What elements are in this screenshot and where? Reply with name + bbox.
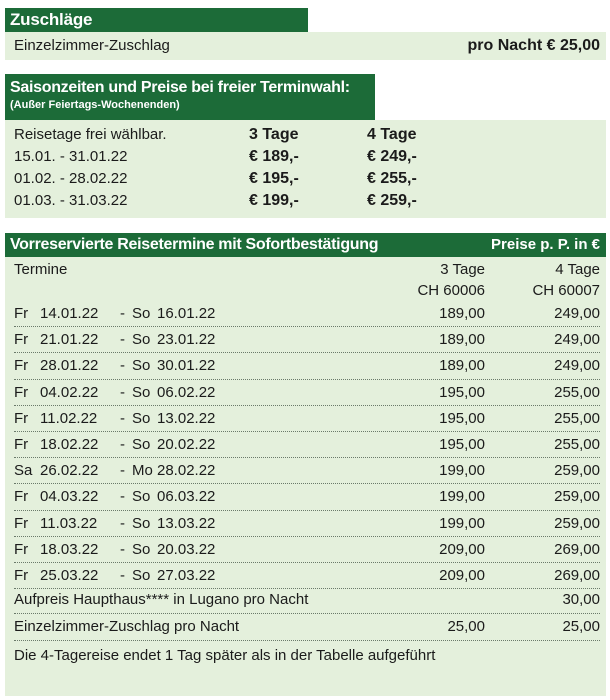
table-row [14, 380, 600, 406]
saison-subtitle: (Außer Feiertags-Wochenenden) [10, 99, 180, 111]
zuschlaege-title: Zuschläge [5, 8, 308, 32]
saison-price-3: € 189,- [249, 148, 299, 165]
date-sep: - [120, 540, 125, 558]
saison-row [5, 192, 606, 212]
saison-section [5, 74, 606, 218]
date-start: 18.03.22 [40, 540, 99, 558]
table-row [14, 353, 600, 379]
saison-price-3: € 195,- [249, 170, 299, 187]
ezz-p4: 25,00 [562, 618, 600, 635]
vorres-panel [5, 257, 606, 696]
weekday-end: So [132, 409, 151, 427]
saison-price-4: € 255,- [367, 170, 417, 187]
date-end: 13.03.22 [157, 514, 216, 532]
weekday-end: So [132, 567, 151, 584]
termine-label: Termine [14, 261, 68, 278]
date-sep: - [120, 514, 125, 532]
table-row [14, 563, 600, 589]
saison-price-4: € 259,- [367, 192, 417, 209]
weekday-start: Fr [14, 409, 29, 427]
date-sep: - [120, 383, 125, 401]
price-3-tage: 209,00 [439, 540, 485, 558]
price-3-tage: 195,00 [439, 409, 485, 427]
date-end: 13.02.22 [157, 409, 216, 427]
date-start: 04.03.22 [40, 488, 99, 506]
date-end: 06.02.22 [157, 383, 216, 401]
table-row [14, 406, 600, 432]
date-sep: - [120, 357, 125, 375]
weekday-start: Fr [14, 567, 29, 584]
weekday-end: So [132, 488, 151, 506]
date-end: 27.03.22 [157, 567, 216, 584]
date-end: 20.02.22 [157, 436, 216, 453]
weekday-end: So [132, 514, 151, 532]
footnote-text: Die 4-Tagereise endet 1 Tag später als in der Tabelle aufgeführt [14, 647, 436, 664]
saison-price-3: € 199,- [249, 192, 299, 209]
price-4-tage: 269,00 [554, 567, 600, 584]
date-sep: - [120, 567, 125, 584]
weekday-end: So [132, 357, 151, 375]
saison-range: 15.01. - 31.01.22 [14, 148, 128, 165]
vorres-col-head [14, 257, 600, 301]
col3-label: 3 Tage [440, 261, 485, 278]
price-4-tage: 249,00 [554, 357, 600, 375]
date-start: 11.03.22 [40, 514, 98, 532]
price-3-tage: 189,00 [439, 357, 485, 375]
einzelzimmer-label: Einzelzimmer-Zuschlag [14, 37, 170, 54]
vorres-title-right: Preise p. P. in € [491, 236, 600, 253]
col4-label: 4 Tage [555, 261, 600, 278]
date-start: 26.02.22 [40, 462, 99, 480]
saison-row [5, 148, 606, 168]
price-3-tage: 199,00 [439, 488, 485, 506]
saison-row [5, 170, 606, 190]
weekday-end: So [132, 331, 151, 349]
weekday-start: Fr [14, 514, 29, 532]
zuschlaege-panel [5, 32, 606, 60]
date-end: 06.03.22 [157, 488, 216, 506]
table-row [14, 537, 600, 563]
price-4-tage: 249,00 [554, 305, 600, 322]
date-end: 16.01.22 [157, 305, 216, 322]
price-4-tage: 255,00 [554, 436, 600, 453]
price-4-tage: 255,00 [554, 409, 600, 427]
table-row [14, 432, 600, 458]
price-3-tage: 209,00 [439, 567, 485, 584]
zuschlaege-section [5, 8, 606, 60]
vorres-section [5, 233, 606, 696]
saison-title: Saisonzeiten und Preise bei freier Terminwahl: [10, 79, 350, 96]
saison-header-row [5, 126, 606, 146]
date-start: 11.02.22 [40, 409, 98, 427]
price-3-tage: 189,00 [439, 305, 485, 322]
weekday-end: So [132, 383, 151, 401]
ezz-label: Einzelzimmer-Zuschlag pro Nacht [14, 618, 240, 635]
price-4-tage: 259,00 [554, 462, 600, 480]
saison-panel [5, 120, 606, 218]
col3-code: CH 60006 [417, 282, 485, 299]
ezz-p3: 25,00 [447, 618, 485, 635]
weekday-start: Sa [14, 462, 33, 480]
saison-header-col3: 3 Tage [249, 126, 299, 143]
price-3-tage: 199,00 [439, 462, 485, 480]
table-row [14, 301, 600, 327]
weekday-start: Fr [14, 488, 29, 506]
date-sep: - [120, 305, 125, 322]
date-sep: - [120, 409, 125, 427]
price-4-tage: 259,00 [554, 514, 600, 532]
col4-code: CH 60007 [532, 282, 600, 299]
price-4-tage: 249,00 [554, 331, 600, 349]
weekday-start: Fr [14, 357, 29, 375]
weekday-end: So [132, 305, 151, 322]
weekday-end: So [132, 540, 151, 558]
weekday-start: Fr [14, 305, 29, 322]
weekday-start: Fr [14, 436, 29, 453]
table-row [14, 484, 600, 510]
table-row [14, 511, 600, 537]
date-end: 23.01.22 [157, 331, 216, 349]
price-4-tage: 259,00 [554, 488, 600, 506]
vorres-header [5, 233, 606, 257]
aufpreis-row [14, 587, 600, 614]
weekday-start: Fr [14, 383, 29, 401]
price-3-tage: 189,00 [439, 331, 485, 349]
aufpreis-p4: 30,00 [562, 591, 600, 608]
date-sep: - [120, 488, 125, 506]
einzelzimmer-value: pro Nacht € 25,00 [467, 37, 600, 54]
ezz-row [14, 614, 600, 641]
date-start: 04.02.22 [40, 383, 99, 401]
date-end: 28.02.22 [157, 462, 216, 480]
price-4-tage: 269,00 [554, 540, 600, 558]
date-sep: - [120, 331, 125, 349]
date-start: 18.02.22 [40, 436, 99, 453]
date-end: 20.03.22 [157, 540, 216, 558]
saison-range: 01.03. - 31.03.22 [14, 192, 128, 209]
price-3-tage: 195,00 [439, 436, 485, 453]
date-end: 30.01.22 [157, 357, 216, 375]
weekday-start: Fr [14, 331, 29, 349]
table-row [14, 327, 600, 353]
price-3-tage: 195,00 [439, 383, 485, 401]
saison-price-4: € 249,- [367, 148, 417, 165]
date-start: 21.01.22 [40, 331, 99, 349]
saison-header-col4: 4 Tage [367, 126, 417, 143]
table-row [14, 458, 600, 484]
footnote [14, 643, 600, 669]
saison-range: 01.02. - 28.02.22 [14, 170, 128, 187]
date-start: 25.03.22 [40, 567, 99, 584]
price-4-tage: 255,00 [554, 383, 600, 401]
price-3-tage: 199,00 [439, 514, 485, 532]
weekday-end: Mo [132, 462, 153, 480]
weekday-start: Fr [14, 540, 29, 558]
date-sep: - [120, 462, 125, 480]
date-start: 14.01.22 [40, 305, 99, 322]
vorres-title: Vorreservierte Reisetermine mit Sofortbestätigung [10, 236, 379, 253]
saison-header-label: Reisetage frei wählbar. [14, 126, 167, 143]
saison-header [5, 74, 375, 120]
date-sep: - [120, 436, 125, 453]
aufpreis-label: Aufpreis Haupthaus**** in Lugano pro Nacht [14, 591, 309, 608]
weekday-end: So [132, 436, 151, 453]
date-start: 28.01.22 [40, 357, 99, 375]
